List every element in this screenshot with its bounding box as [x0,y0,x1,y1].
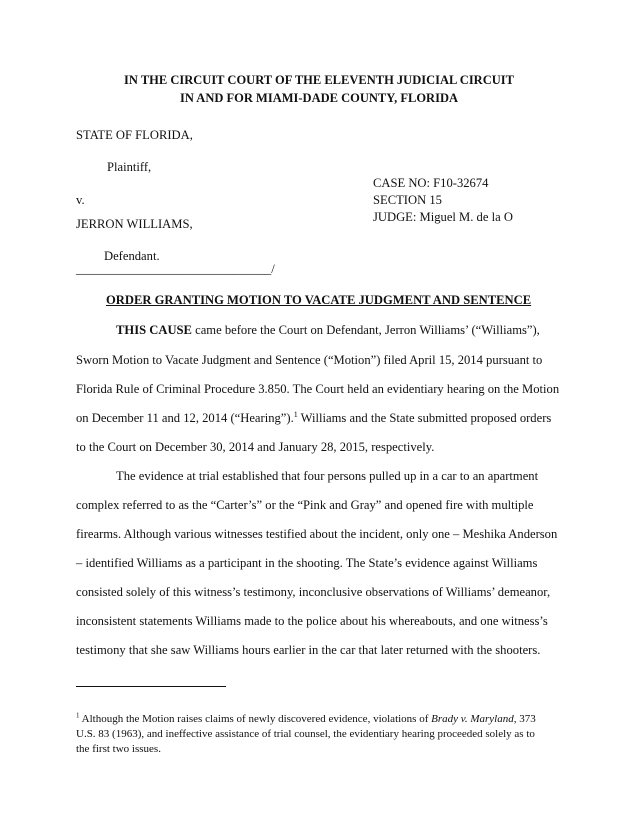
paragraph-1-line-3: Florida Rule of Criminal Procedure 3.850. The Court held an evidentiary hearing on the Motion [76,382,560,396]
footnote-marker: 1 [76,711,80,720]
caption-signature-line: _______________________________/ [76,262,275,276]
versus-label: v. [76,193,85,207]
paragraph-2-line-7: testimony that she saw Williams hours earlier in the car that later returned with the shooters. [76,643,541,657]
paragraph-2-line-3: firearms. Although various witnesses testified about the incident, only one – Meshika Anderson [76,527,558,541]
footnote-line-1-text-a: Although the Motion raises claims of newly discovered evidence, violations of [79,713,432,725]
order-title: ORDER GRANTING MOTION TO VACATE JUDGMENT AND SENTENCE [106,293,532,307]
case-section: SECTION 15 [373,193,442,207]
paragraph-1-line-4-text-b: Williams and the State submitted proposed orders [297,411,552,425]
court-caption-line-1: IN THE CIRCUIT COURT OF THE ELEVENTH JUDICIAL CIRCUIT [124,73,514,87]
paragraph-1-line-4-text-a: on December 11 and 12, 2014 (“Hearing”). [76,411,294,425]
footnote-line-3: the first two issues. [76,743,161,755]
case-judge: JUDGE: Miguel M. de la O [373,210,513,224]
paragraph-2-line-4: – identified Williams as a participant in the shooting. The State’s evidence against Williams [76,556,538,570]
paragraph-2-line-2: complex referred to as the “Carter’s” or the “Pink and Gray” and opened fire with multiple [76,498,534,512]
footnote-line-1-text-b: , 373 [513,713,536,725]
paragraph-1-line-4 [76,411,551,426]
paragraph-1-line-5: to the Court on December 30, 2014 and January 28, 2015, respectively. [76,440,435,454]
footnote-line-2: U.S. 83 (1963), and ineffective assistance of trial counsel, the evidentiary hearing proceeded solely as to [76,728,535,740]
case-number: CASE NO: F10-32674 [373,176,489,190]
footnote-reference[interactable]: 1 [293,409,298,419]
defendant-role: Defendant. [104,249,160,263]
footnote-separator [76,686,226,687]
paragraph-1-line-1-text: came before the Court on Defendant, Jerron Williams’ (“Williams”), [191,323,540,337]
paragraph-2-line-1: The evidence at trial established that four persons pulled up in a car to an apartment [116,469,539,483]
this-cause-lead: THIS CAUSE [116,323,192,337]
footnote-line-1 [76,713,536,725]
plaintiff-name: STATE OF FLORIDA, [76,128,193,142]
paragraph-2-line-6: inconsistent statements Williams made to the police about his whereabouts, and one witness’s [76,614,548,628]
court-caption-line-2: IN AND FOR MIAMI-DADE COUNTY, FLORIDA [179,91,458,105]
paragraph-1-line-1 [116,323,540,338]
defendant-name: JERRON WILLIAMS, [76,217,193,231]
paragraph-2-line-5: consisted solely of this witness’s testimony, inconclusive observations of Williams’ demeanor, [76,585,551,599]
paragraph-1-line-2: Sworn Motion to Vacate Judgment and Sentence (“Motion”) filed April 15, 2014 pursuant to [76,353,543,367]
footnote-case-citation: Brady v. Maryland [431,713,514,725]
plaintiff-role: Plaintiff, [107,160,152,174]
